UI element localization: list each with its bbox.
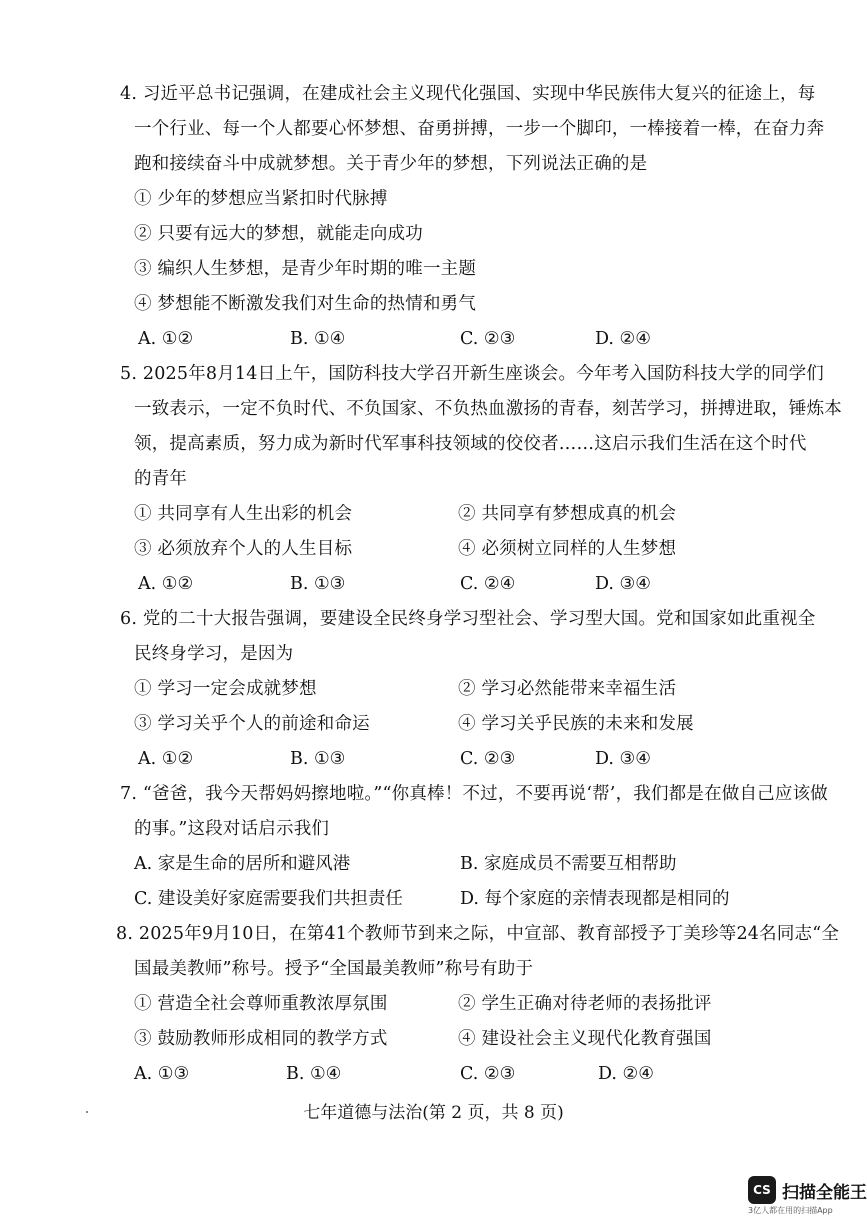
question-stem-line: 8. 2025年9月10日，在第41个教师节到来之际，中宣部、教育部授予丁美珍等24名同志“全: [116, 924, 840, 944]
statement: ② 学生正确对待老师的表扬批评: [458, 994, 712, 1014]
choice-c: C. ②③: [460, 329, 516, 349]
choice-d: D. ③④: [595, 749, 651, 769]
statement: ③ 学习关乎个人的前途和命运: [134, 714, 370, 734]
question-stem-line: 跑和接续奋斗中成就梦想。关于青少年的梦想，下列说法正确的是: [134, 154, 648, 174]
choice-c: C. ②③: [460, 749, 516, 769]
scanner-name: 扫描全能王: [782, 1182, 867, 1203]
statement: ② 共同享有梦想成真的机会: [458, 504, 677, 524]
statement: ① 少年的梦想应当紧扣时代脉搏: [134, 189, 388, 209]
question-stem-line: 一致表示，一定不负时代、不负国家、不负热血激扬的青春，刻苦学习，拼搏进取，锤炼本: [134, 399, 842, 419]
question-stem-line: 民终身学习，是因为: [134, 644, 294, 664]
scanner-logo-icon: CS: [748, 1176, 776, 1204]
question-stem-line: 6. 党的二十大报告强调，要建设全民终身学习型社会、学习型大国。党和国家如此重视全: [120, 609, 816, 629]
statement: ③ 必须放弃个人的人生目标: [134, 539, 353, 559]
statement: ④ 学习关乎民族的未来和发展: [458, 714, 694, 734]
statement: ③ 编织人生梦想，是青少年时期的唯一主题: [134, 259, 477, 279]
statement: ① 学习一定会成就梦想: [134, 679, 317, 699]
choice-d: D. ③④: [595, 574, 651, 594]
choice-b: B. ①④: [290, 329, 346, 349]
question-stem-line: 领，提高素质，努力成为新时代军事科技领域的佼佼者……这启示我们生活在这个时代: [134, 434, 807, 454]
page-footer: 七年道德与法治(第 2 页，共 8 页): [303, 1103, 564, 1123]
choice-d: D. ②④: [598, 1064, 654, 1084]
choice-a: A. 家是生命的居所和避风港: [134, 854, 351, 874]
question-stem-line: 的事。”这段对话启示我们: [134, 819, 330, 839]
scanner-tagline: 3亿人都在用的扫描App: [748, 1206, 833, 1215]
statement: ① 共同享有人生出彩的机会: [134, 504, 353, 524]
choice-c: C. ②③: [460, 1064, 516, 1084]
question-stem-line: 7. “爸爸，我今天帮妈妈擦地啦。”“你真棒！不过，不要再说‘帮’，我们都是在做自己应该做: [120, 784, 828, 804]
choice-a: A. ①②: [138, 749, 194, 769]
statement: ② 学习必然能带来幸福生活: [458, 679, 677, 699]
choice-b: B. ①④: [286, 1064, 342, 1084]
statement: ④ 梦想能不断激发我们对生命的热情和勇气: [134, 294, 477, 314]
question-stem-line: 4. 习近平总书记强调，在建成社会主义现代化强国、实现中华民族伟大复兴的征途上，每: [120, 84, 816, 104]
statement: ① 营造全社会尊师重教浓厚氛围: [134, 994, 388, 1014]
choice-b: B. ①③: [290, 574, 346, 594]
choice-d: D. ②④: [595, 329, 651, 349]
question-stem-line: 国最美教师”称号。授予“全国最美教师”称号有助于: [134, 959, 534, 979]
choice-a: A. ①②: [138, 329, 194, 349]
scanner-watermark: [748, 1176, 867, 1204]
choice-c: C. 建设美好家庭需要我们共担责任: [134, 889, 403, 909]
statement: ④ 必须树立同样的人生梦想: [458, 539, 677, 559]
choice-c: C. ②④: [460, 574, 516, 594]
question-stem-line: 一个行业、每一个人都要心怀梦想、奋勇拼搏，一步一个脚印，一棒接着一棒，在奋力奔: [134, 119, 825, 139]
statement: ③ 鼓励教师形成相同的教学方式: [134, 1029, 388, 1049]
choice-b: B. ①③: [290, 749, 346, 769]
choice-b: B. 家庭成员不需要互相帮助: [460, 854, 677, 874]
statement: ② 只要有远大的梦想，就能走向成功: [134, 224, 423, 244]
choice-a: A. ①③: [134, 1064, 190, 1084]
choice-a: A. ①②: [138, 574, 194, 594]
statement: ④ 建设社会主义现代化教育强国: [458, 1029, 712, 1049]
question-stem-line: 的青年: [134, 469, 188, 489]
choice-d: D. 每个家庭的亲情表现都是相同的: [460, 889, 730, 909]
question-stem-line: 5. 2025年8月14日上午，国防科技大学召开新生座谈会。今年考入国防科技大学的同学们: [120, 364, 824, 384]
